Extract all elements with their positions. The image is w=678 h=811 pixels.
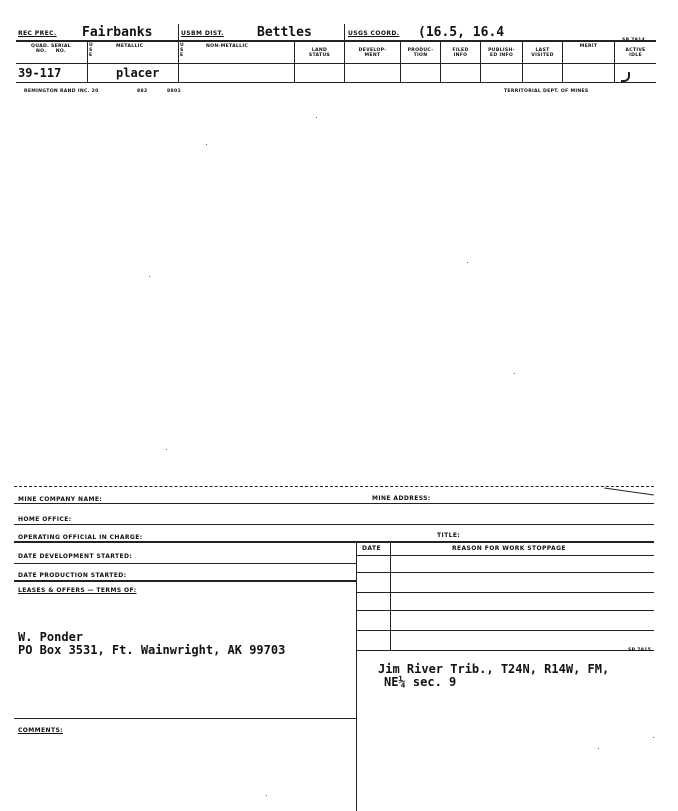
footer-num-2: 8801 [167,89,181,94]
col-use-2: U S E [180,43,185,58]
col-production: PRODUC- TION [407,48,434,58]
reason-header: REASON FOR WORK STOPPAGE [452,545,566,552]
quad-serial-value: 39-117 [18,66,62,80]
location-line-2: NE¼ sec. 9 [384,675,457,689]
col-land-status: LAND STATUS [308,48,331,58]
usgs-coord-label: USGS COORD. [348,30,400,37]
title-label: TITLE: [437,532,461,539]
usbm-dist-value: Bettles [257,25,312,40]
metallic-value: placer [116,66,160,80]
header-rule [16,63,656,64]
top-rule [16,40,656,42]
usbm-dist-label: USBM DIST. [181,30,224,37]
date-header: DATE [362,545,381,552]
active-idle-mark [621,72,630,82]
rec-prec-value: Fairbanks [82,25,153,40]
col-metallic: METALLIC [116,44,144,49]
mine-company-name-label: MINE COMPANY NAME: [18,496,103,503]
footer-num-1: 882 [137,89,148,94]
usgs-coord-value: (16.5, 16.4 [418,25,505,40]
home-office-label: HOME OFFICE: [18,516,72,523]
row-rule [16,82,656,83]
date-production-started-label: DATE PRODUCTION STARTED: [18,572,127,579]
col-published-info: PUBLISH- ED INFO [488,48,515,58]
col-nonmetallic: NON-METALLIC [206,44,249,49]
footer-left: REMINGTON RAND INC. 20 [24,89,99,94]
leases-offers-label: LEASES & OFFERS — TERMS OF: [18,587,137,594]
top-form-number: SP 7914 [622,38,646,43]
location-line-1: Jim River Trib., T24N, R14W, FM, [378,662,610,676]
col-filed-info: FILED INFO [452,48,469,58]
operating-official-label: OPERATING OFFICIAL IN CHARGE: [18,534,143,541]
col-development: DEVELOP- MENT [358,48,387,58]
owner-name: W. Ponder [18,630,84,644]
comments-label: COMMENTS: [18,727,63,734]
col-merit: MERIT [579,44,598,49]
mine-address-label: MINE ADDRESS: [372,495,431,502]
col-use-1: U S E [89,43,94,58]
date-development-started-label: DATE DEVELOPMENT STARTED: [18,553,133,560]
bottom-form-number: SP 7915 [628,648,652,653]
footer-right: TERRITORIAL DEPT. OF MINES [504,89,589,94]
col-last-visited: LAST VISITED [531,48,554,58]
owner-address: PO Box 3531, Ft. Wainwright, AK 99703 [18,643,286,657]
col-quad-serial: QUAD. SERIAL NO. NO. [31,44,71,54]
col-active-idle: ACTIVE IDLE [625,48,646,58]
rec-prec-label: REC PREC. [18,30,57,37]
